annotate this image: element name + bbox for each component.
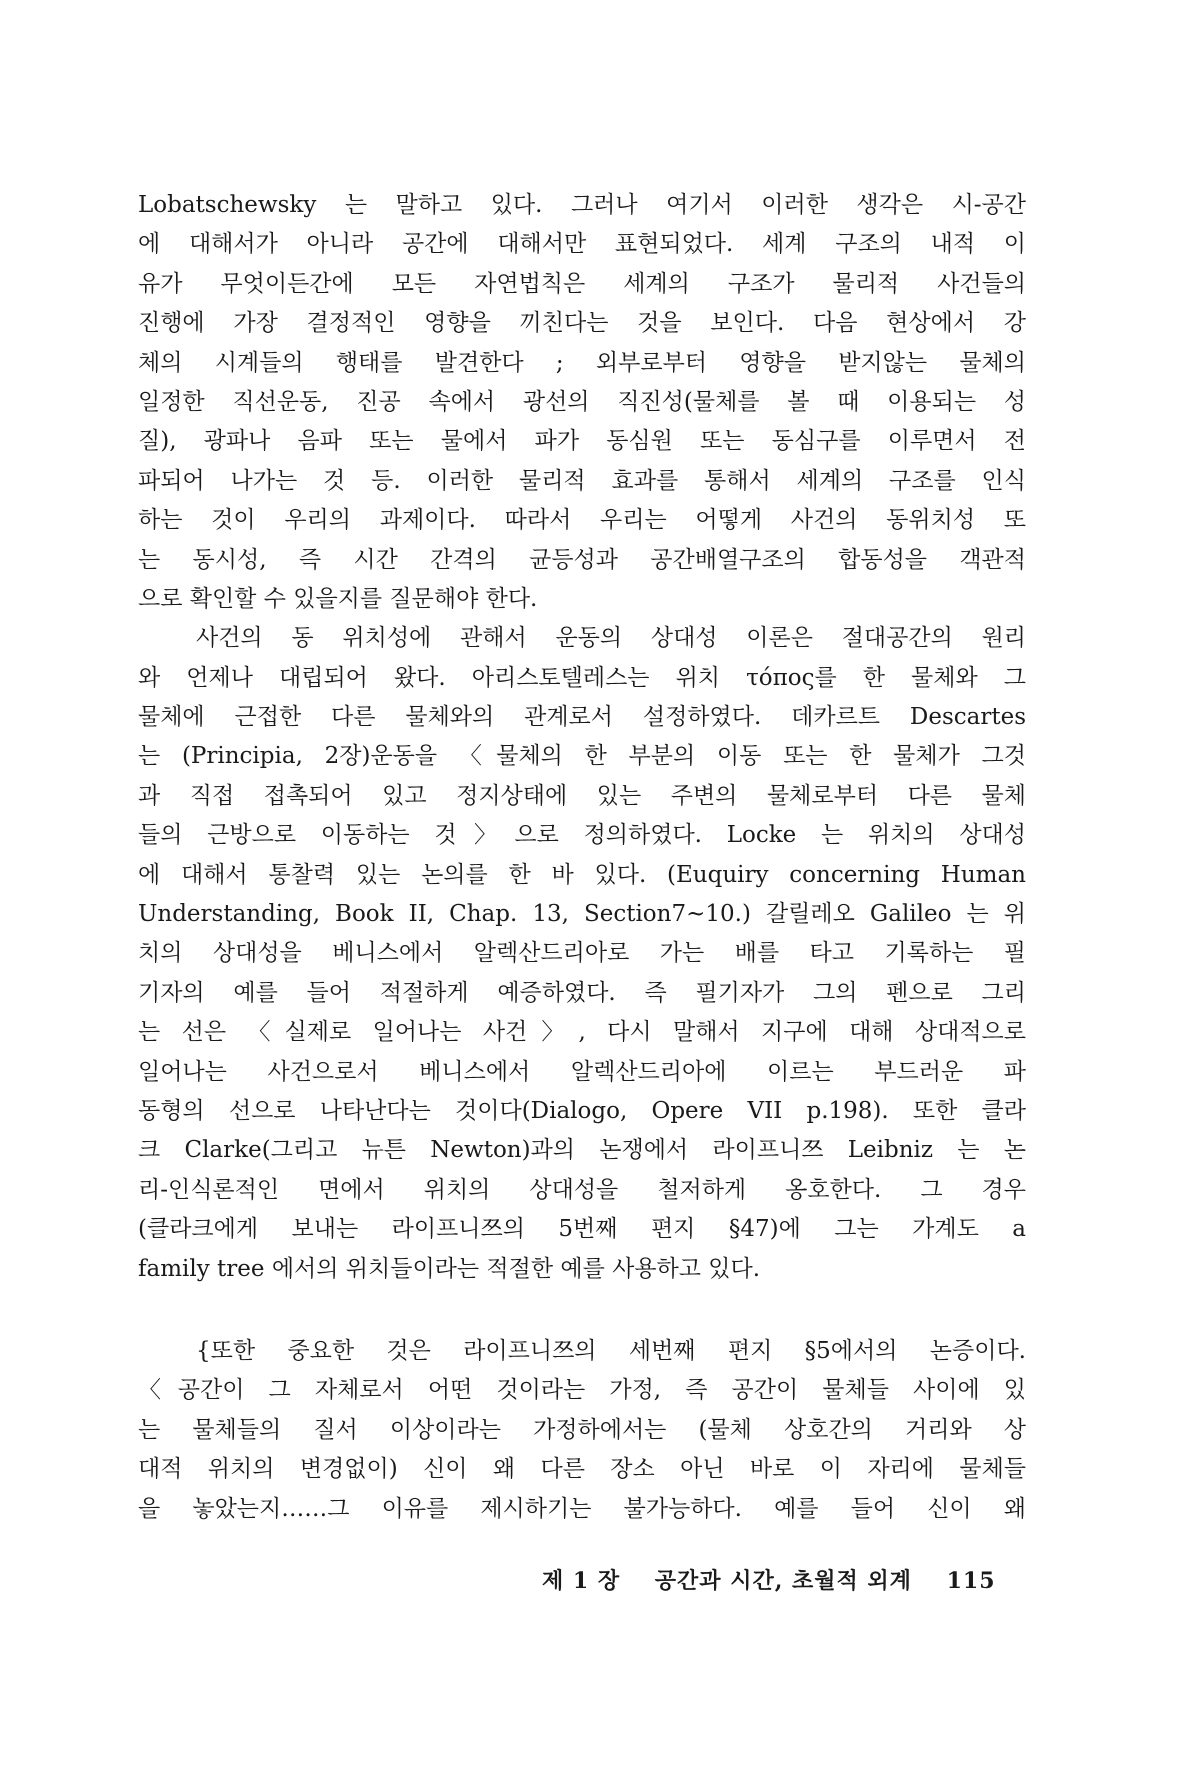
text-line: Understanding, Book II, Chap. 13, Section7~10.) 갈릴레오 Galileo 는 위 (138, 901, 1026, 928)
text-line: 일정한 직선운동, 진공 속에서 광선의 직진성(물체를 볼 때 이용되는 성 (138, 388, 1026, 415)
paragraph-3 (138, 1332, 1026, 1529)
page-footer (542, 1564, 1012, 1595)
text-line: 리-인식론적인 면에서 위치의 상대성을 철저하게 옹호한다. 그 경우 (138, 1176, 1026, 1203)
text-line: (클라크에게 보내는 라이프니쯔의 5번째 편지 §47)에 그는 가계도 a (138, 1216, 1026, 1243)
text-line: 일어나는 사건으로서 베니스에서 알렉산드리아에 이르는 부드러운 파 (138, 1058, 1026, 1085)
text-line: 와 언제나 대립되어 왔다. 아리스토텔레스는 위치 τόπος를 한 물체와 그 (138, 664, 1026, 691)
text-line: 크 Clarke(그리고 뉴튼 Newton)과의 논쟁에서 라이프니쯔 Leibniz 는 논 (138, 1137, 1026, 1164)
paragraph-gap (138, 1289, 1026, 1332)
text-line: 질), 광파나 음파 또는 물에서 파가 동심원 또는 동심구를 이루면서 전 (138, 428, 1026, 455)
text-line: 하는 것이 우리의 과제이다. 따라서 우리는 어떻게 사건의 동위치성 또 (138, 507, 1026, 534)
text-line: 치의 상대성을 베니스에서 알렉산드리아로 가는 배를 타고 기록하는 필 (138, 940, 1026, 967)
text-line: 체의 시계들의 행태를 발견한다 ; 외부로부터 영향을 받지않는 물체의 (138, 349, 1026, 376)
text-line: 에 대해서 통찰력 있는 논의를 한 바 있다. (Euquiry concerning Human (138, 861, 1026, 888)
text-line: 동형의 선으로 나타난다는 것이다(Dialogo, Opere VII p.198). 또한 클라 (138, 1097, 1026, 1124)
text-line: 는 물체들의 질서 이상이라는 가정하에서는 (물체 상호간의 거리와 상 (138, 1416, 1026, 1443)
text-line: family tree 에서의 위치들이라는 적절한 예를 사용하고 있다. (138, 1255, 761, 1282)
text-line: 파되어 나가는 것 등. 이러한 물리적 효과를 통해서 세계의 구조를 인식 (138, 467, 1026, 494)
text-line: 〈공간이 그 자체로서 어떤 것이라는 가정, 즉 공간이 물체들 사이에 있 (138, 1377, 1026, 1404)
text-line: 는 (Principia, 2장)운동을 〈물체의 한 부분의 이동 또는 한 물체가 그것 (138, 743, 1026, 770)
text-line: 들의 근방으로 이동하는 것〉으로 정의하였다. Locke 는 위치의 상대성 (138, 822, 1026, 849)
text-line: 물체에 근접한 다른 물체와의 관계로서 설정하였다. 데카르트 Descartes (138, 704, 1026, 731)
text-line: 을 놓았는지……그 이유를 제시하기는 불가능하다. 예를 들어 신이 왜 (138, 1495, 1026, 1522)
paragraph-1 (138, 186, 1026, 619)
text-line: 유가 무엇이든간에 모든 자연법칙은 세계의 구조가 물리적 사건들의 (138, 270, 1026, 297)
page-number: 115 (946, 1568, 996, 1594)
footer-title: 공간과 시간, 초월적 외계 (654, 1568, 912, 1594)
text-line: 대적 위치의 변경없이) 신이 왜 다른 장소 아닌 바로 이 자리에 물체들 (138, 1456, 1026, 1483)
text-line: 는 동시성, 즉 시간 간격의 균등성과 공간배열구조의 합동성을 객관적 (138, 546, 1026, 573)
text-line: Lobatschewsky 는 말하고 있다. 그러나 여기서 이러한 생각은 시-공간 (138, 192, 1026, 218)
text-line: 에 대해서가 아니라 공간에 대해서만 표현되었다. 세계 구조의 내적 이 (138, 231, 1026, 258)
body-text (138, 186, 1026, 1529)
footer-chapter: 제 1 장 (542, 1568, 621, 1594)
text-line: 기자의 예를 들어 적절하게 예증하였다. 즉 필기자가 그의 펜으로 그리 (138, 979, 1026, 1006)
text-line: 사건의 동 위치성에 관해서 운동의 상대성 이론은 절대공간의 원리 (196, 625, 1026, 652)
text-line: 진행에 가장 결정적인 영향을 끼친다는 것을 보인다. 다음 현상에서 강 (138, 310, 1026, 337)
text-line: 으로 확인할 수 있을지를 질문해야 한다. (138, 585, 538, 612)
text-line: 는 선은 〈실제로 일어나는 사건〉, 다시 말해서 지구에 대해 상대적으로 (138, 1019, 1026, 1046)
paragraph-2 (138, 619, 1026, 1289)
text-line: 과 직접 접촉되어 있고 정지상태에 있는 주변의 물체로부터 다른 물체 (138, 782, 1026, 809)
text-line: {또한 중요한 것은 라이프니쯔의 세번째 편지 §5에서의 논증이다. (196, 1337, 1026, 1364)
